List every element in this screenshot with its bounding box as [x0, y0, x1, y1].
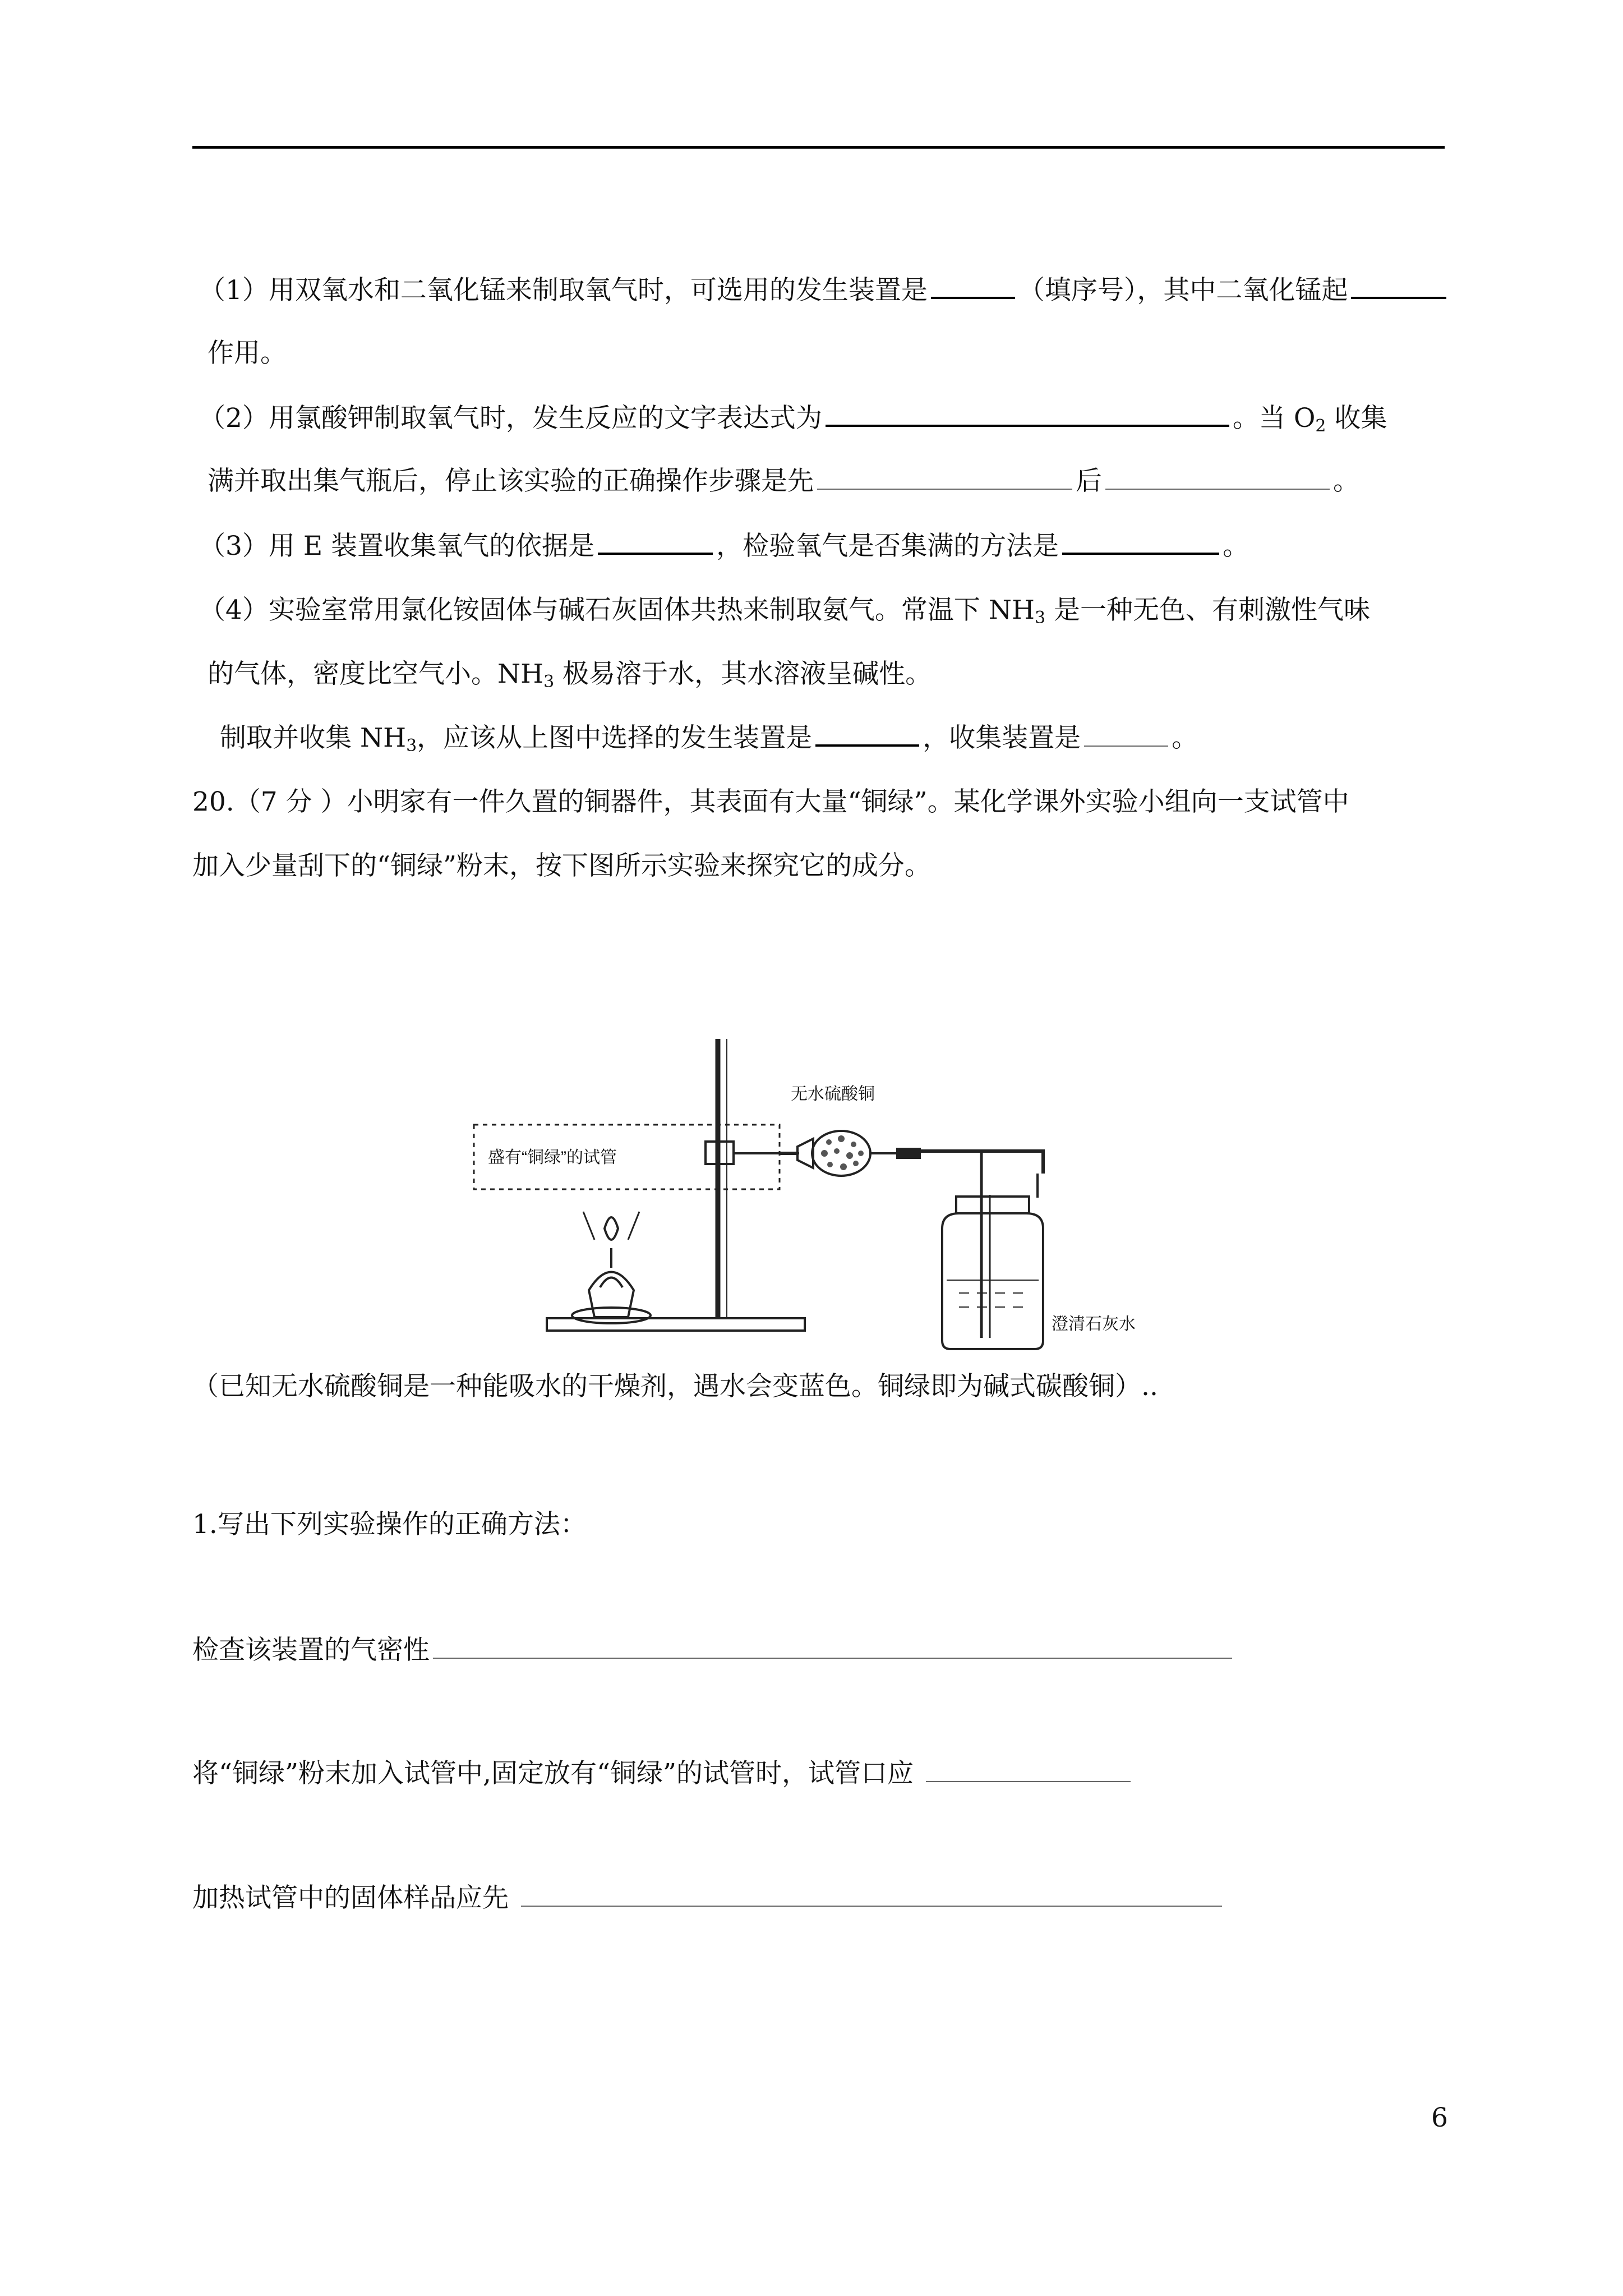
q19-part4-line1: （4）实验室常用氯化铵固体与碱石灰固体共热来制取氨气。常温下 $NH_3$ 是一种无色、有刺激性气味: [199, 595, 1371, 628]
q20-fix-tube: 将“铜绿”粉末加入试管中,固定放有“铜绿”的试管时，试管口应: [192, 1757, 1134, 1791]
apparatus-figure: [454, 1027, 1161, 1363]
q19-part4-line2: 的气体，密度比空气小。$NH_3$ 极易溶于水，其水溶液呈碱性。: [208, 659, 932, 692]
stand-base: [547, 1318, 805, 1331]
answer-blank[interactable]: [1062, 530, 1219, 555]
answer-blank[interactable]: [433, 1635, 1232, 1659]
q20-intro-line1: 20.（7 分 ）小明家有一件久置的铜器件，其表面有大量“铜绿”。某化学课外实验小组向一支试管中: [192, 786, 1349, 817]
answer-blank[interactable]: [1105, 466, 1330, 490]
tube-label: 盛有“铜绿”的试管: [488, 1148, 617, 1167]
q19-part1-line1: （1）用双氧水和二氧化锰来制取氧气时，可选用的发生装置是 （填序号），其中二氧化锰起: [199, 274, 1450, 307]
apparatus-diagram: [454, 1027, 1161, 1363]
q19-part1-line2: 作用。: [208, 338, 287, 369]
q19-part4-line3: 制取并收集 $NH_3$，应该从上图中选择的发生装置是 ，收集装置是 。: [220, 723, 1198, 756]
drying-agent-label: 无水硫酸铜: [791, 1085, 875, 1103]
answer-blank[interactable]: [817, 466, 1072, 490]
header-rule: [192, 146, 1445, 149]
answer-blank[interactable]: [926, 1759, 1131, 1782]
alcohol-lamp: [589, 1272, 634, 1318]
q20-heating: 加热试管中的固体样品应先: [192, 1881, 1225, 1915]
answer-blank[interactable]: [826, 402, 1229, 427]
q19-part3: （3）用 E 装置收集氧气的依据是 ，检验氧气是否集满的方法是 。: [199, 531, 1249, 562]
answer-blank[interactable]: [1351, 274, 1446, 299]
answer-blank[interactable]: [521, 1883, 1222, 1907]
gas-bottle: [942, 1213, 1043, 1349]
q20-intro-line2: 加入少量刮下的“铜绿”粉末，按下图所示实验来探究它的成分。: [192, 850, 932, 881]
q20-airtightness: 检查该装置的气密性: [192, 1634, 1235, 1667]
answer-blank[interactable]: [598, 530, 713, 555]
limewater-label: 澄清石灰水: [1052, 1315, 1136, 1333]
q19-part2-line2: 满并取出集气瓶后，停止该实验的正确操作步骤是先 后 。: [208, 466, 1359, 496]
q20-subquestion-1: 1.写出下列实验操作的正确方法：: [192, 1509, 587, 1540]
drying-tube-cap: [797, 1139, 813, 1168]
answer-blank[interactable]: [815, 722, 919, 747]
copper-sulfate-granules: [821, 1135, 864, 1170]
q19-part2-line1: （2）用氯酸钾制取氧气时，发生反应的文字表达式为 。当 $O_2$ 收集: [199, 403, 1387, 436]
flame: [605, 1217, 618, 1240]
q20-note: （已知无水硫酸铜是一种能吸水的干燥剂，遇水会变蓝色。铜绿即为碱式碳酸铜）..: [192, 1371, 1158, 1402]
answer-blank[interactable]: [931, 274, 1015, 299]
answer-blank[interactable]: [1084, 723, 1168, 747]
bottle-stopper: [956, 1197, 1029, 1213]
page-number: 6: [1431, 2102, 1448, 2133]
